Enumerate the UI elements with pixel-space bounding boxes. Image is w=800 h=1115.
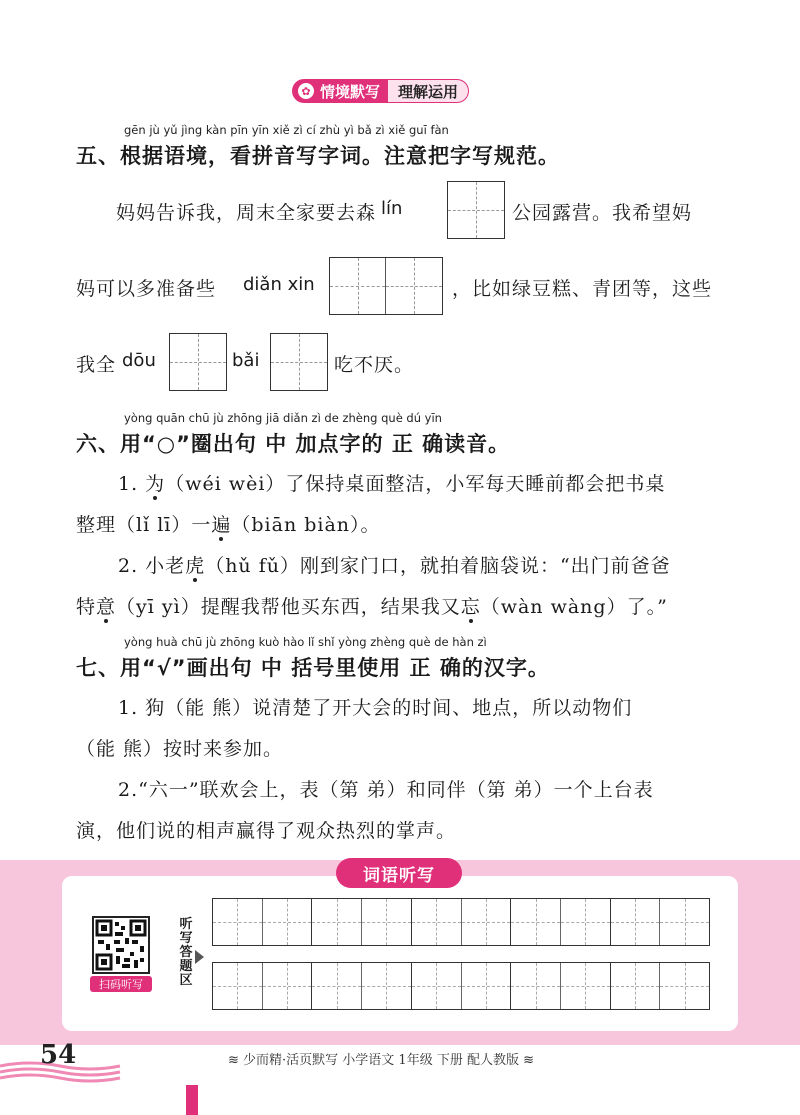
q5-line2-a: 妈可以多准备些 [76, 278, 217, 300]
q6-s2-line2 [76, 592, 668, 619]
answer-grid-dou[interactable] [169, 333, 227, 391]
q6-s2-line1 [118, 551, 671, 578]
dotted-char: 忘 [460, 596, 481, 618]
qr-code-icon[interactable] [92, 916, 150, 974]
dotted-char: 虎 [185, 555, 206, 577]
qr-label: 扫码听写 [90, 976, 152, 992]
flower-icon: ✿ [298, 83, 314, 99]
q6-s2a-post: （hǔ fǔ）刚到家门口，就拍着脑袋说：“出门前爸爸 [205, 555, 671, 577]
arrow-right-icon [195, 950, 204, 964]
q6-s1-line1 [118, 469, 665, 496]
q5-line3-b: 吃不厌。 [334, 354, 415, 376]
page-number: 54 [40, 1040, 77, 1070]
answer-grid-dianxin[interactable] [329, 257, 443, 315]
q5-line2-b: ，比如绿豆糕、青团等，这些 [452, 278, 713, 300]
q6-s1a-pre: 1. [118, 473, 146, 495]
q5-line1-a: 妈妈告诉我，周末全家要去森 [116, 202, 377, 224]
dotted-char: 意 [96, 596, 117, 618]
q5-line3-pinyin-dou: dōu [122, 350, 156, 371]
q6-s1b-pre: 整理（lǐ lī）一 [76, 514, 212, 536]
dictation-area-label: 听写答题区 [179, 917, 193, 988]
q5-pinyin: gēn jù yǔ jìng kàn pīn yīn xiě zì cí zhù yì bǎ zì xiě guī fàn [124, 123, 449, 137]
q7-s1-line2: （能 熊）按时来参加。 [76, 738, 284, 760]
footer-text: ≋ 少而精·活页默写 小学语文 1年级 下册 配人教版 ≋ [228, 1053, 534, 1068]
dotted-char: 遍 [211, 514, 232, 536]
q7-s2-line1: 2.“六一”联欢会上，表（第 弟）和同伴（第 弟）一个上台表 [118, 779, 654, 801]
badge-subtag: 理解运用 [388, 79, 469, 103]
q7-title: 七、用“√”画出句 中 括号里使用 正 确的汉字。 [76, 656, 550, 680]
dictation-row[interactable] [212, 898, 710, 946]
badge-tag-text: 情境默写 [320, 82, 381, 101]
q6-s1a-post: （wéi wèi）了保持桌面整洁，小军每天睡前都会把书桌 [165, 473, 666, 495]
q6-s2b-mid: （yī yì）提醒我帮他买东西，结果我又 [116, 596, 461, 618]
answer-grid-bai[interactable] [270, 333, 328, 391]
q6-s2b-pre: 特 [76, 596, 97, 618]
badge-tag [292, 79, 388, 103]
dictation-title: 词语听写 [336, 858, 462, 888]
dotted-char: 为 [145, 473, 166, 495]
page-tab [186, 1085, 198, 1115]
q6-s2a-pre: 2. 小老 [118, 555, 186, 577]
q5-line2-pinyin: diǎn xin [243, 274, 315, 295]
q7-s2-line2: 演，他们说的相声赢得了观众热烈的掌声。 [76, 820, 457, 842]
section-badge [292, 79, 469, 103]
q6-pinyin: yòng quān chū jù zhōng jiā diǎn zì de zhèng què dú yīn [124, 411, 442, 425]
q5-line1-pinyin: lín [381, 198, 403, 219]
q6-s1b-post: （biān biàn）。 [231, 514, 381, 536]
q5-title: 五、根据语境，看拼音写字词。注意把字写规范。 [76, 144, 560, 168]
q5-line3-a: 我全 [76, 354, 117, 376]
q7-s1-line1: 1. 狗（能 熊）说清楚了开大会的时间、地点，所以动物们 [118, 697, 633, 719]
q6-s2b-post: （wàn wàng）了。” [480, 596, 668, 618]
dictation-row[interactable] [212, 962, 710, 1010]
q6-title: 六、用“○”圈出句 中 加点字的 正 确读音。 [76, 432, 511, 456]
q5-line1-b: 公园露营。我希望妈 [512, 202, 693, 224]
q5-line3-pinyin-bai: bǎi [232, 350, 260, 371]
q6-s1-line2 [76, 510, 381, 537]
q7-pinyin: yòng huà chū jù zhōng kuò hào lǐ shǐ yòng zhèng què de hàn zì [124, 635, 487, 649]
answer-grid-lin[interactable] [447, 181, 505, 239]
